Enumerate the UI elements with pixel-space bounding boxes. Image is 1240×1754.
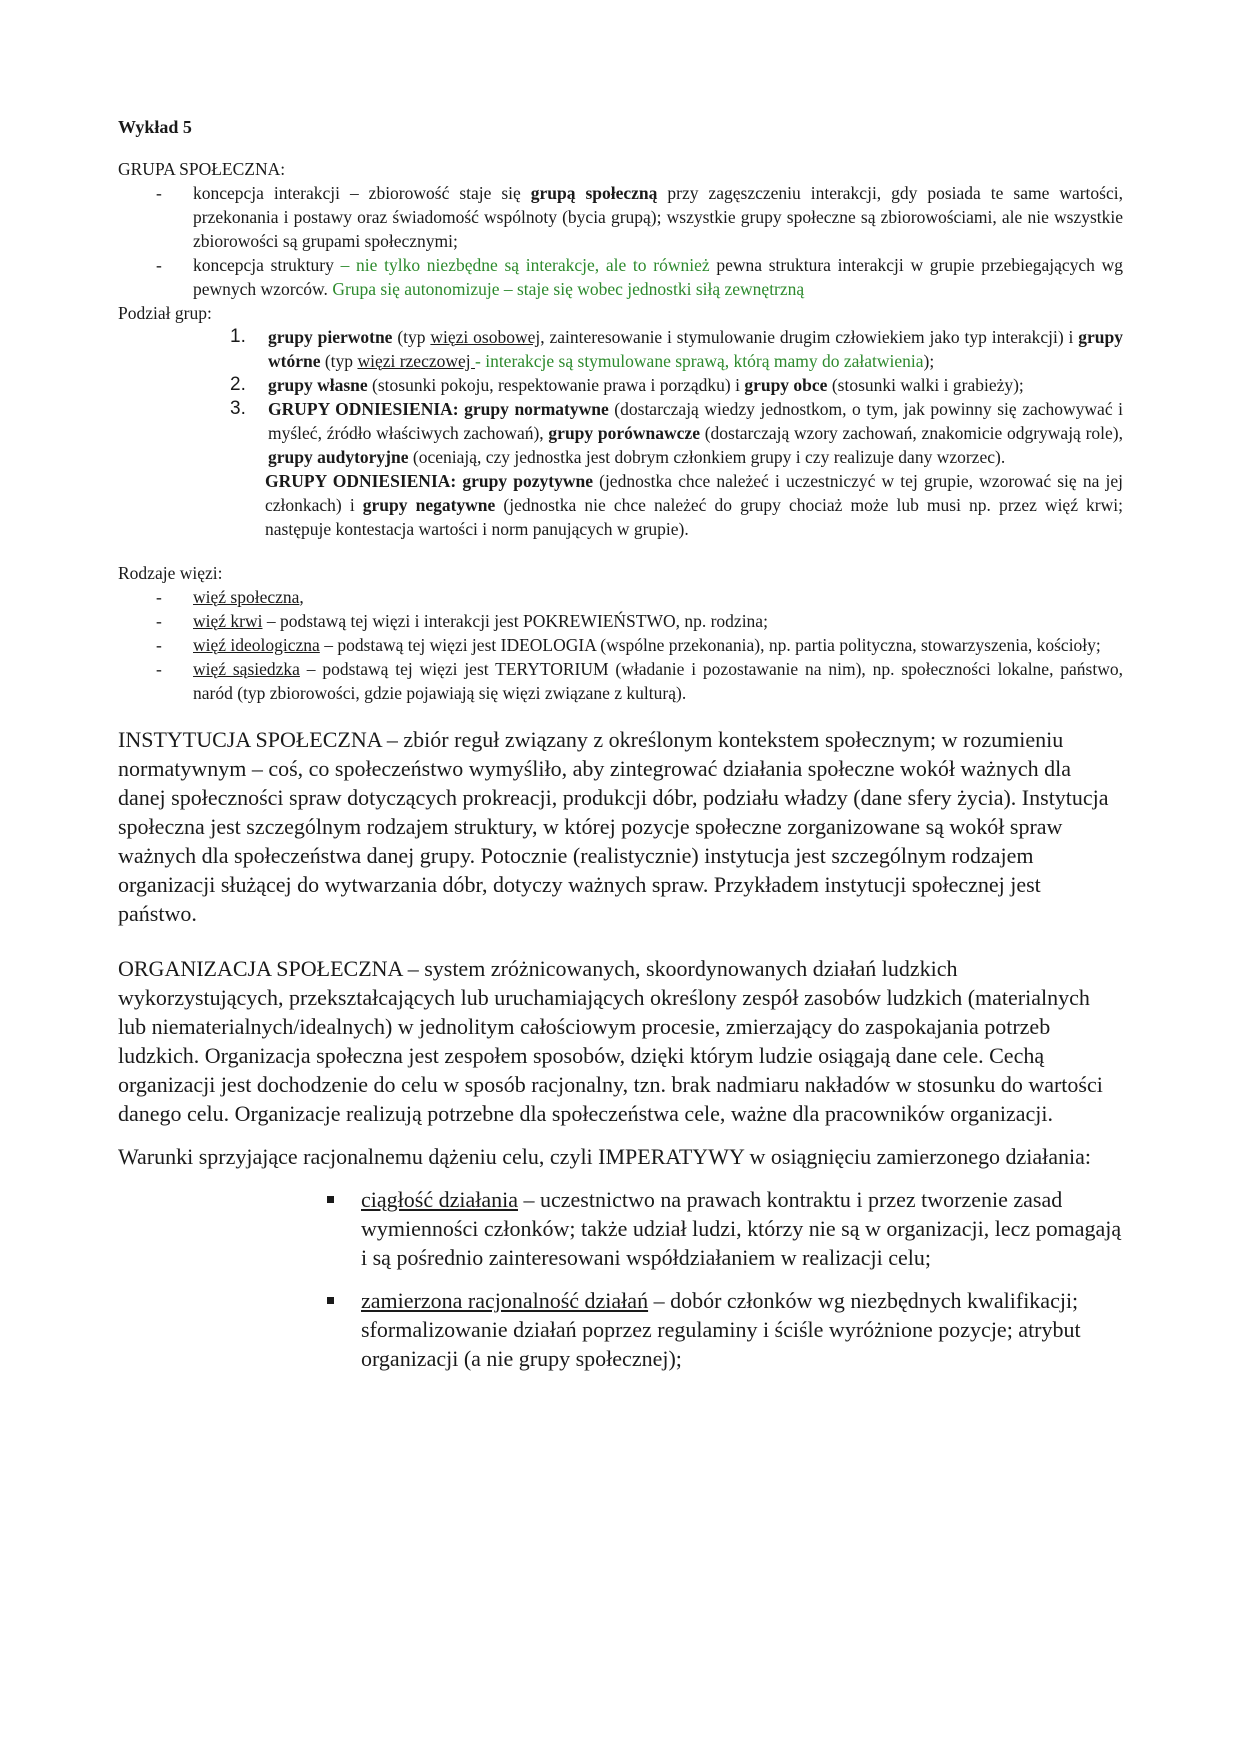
grupa-list xyxy=(118,181,1123,301)
item-number: 3. xyxy=(230,398,246,419)
item-text: , xyxy=(299,587,304,607)
bold-term: grupy porównawcze xyxy=(548,423,700,443)
list-item xyxy=(118,397,1123,469)
list-item xyxy=(118,585,1123,609)
dash-marker: - xyxy=(156,255,162,275)
item-text: ); xyxy=(923,351,935,371)
highlighted-text: Grupa się autonomizuje – staje się wobec jednostki siłą zewnętrzną xyxy=(332,279,805,299)
wiezi-heading: Rodzaje więzi: xyxy=(118,563,223,583)
item-text: (typ xyxy=(392,327,431,347)
item-text: koncepcja struktury xyxy=(193,255,341,275)
item-text: (jednostka nie chce należeć do grupy chociaż może lub musi np. przez więź krwi; następuje kontestacja wartości i norm panujących w grupie). xyxy=(265,495,1123,539)
underlined-term: więź ideologiczna xyxy=(193,635,320,655)
section-grupa xyxy=(118,157,1123,705)
item-text: – uczestnictwo na prawach kontraktu i przez tworzenie zasad wymienności członków; także udział ludzi, którzy nie są w organizacji, lecz pomagają i są pośrednio zainteresowani współdziałaniem w realizacji celu; xyxy=(361,1187,1122,1270)
bold-term: GRUPY ODNIESIENIA: grupy normatywne xyxy=(268,399,609,419)
underlined-term: więzi rzeczowej xyxy=(357,351,475,371)
item-text: przy zagęszczeniu interakcji, gdy posiada te same wartości, przekonania i postawy oraz świadomość wspólnoty (bycia grupą); wszystkie grupy społeczne są zbiorowościami, ale nie wszystkie zbiorowości są grupami społecznymi; xyxy=(193,183,1123,251)
podzial-list xyxy=(118,325,1123,469)
item-text: – dobór członków wg niezbędnych kwalifikacji; sformalizowanie działań poprzez regulaminy i ściśle wyróżnione pozycje; atrybut organizacji (a nie grupy społecznej); xyxy=(361,1288,1081,1371)
item-text: (dostarczają wzory zachowań, znakomicie odgrywają role), xyxy=(699,423,1123,443)
highlighted-text: – nie tylko niezbędne są interakcje, ale to również xyxy=(340,255,710,275)
square-bullet-icon xyxy=(327,1297,334,1304)
underlined-term: więź społeczna xyxy=(193,587,300,607)
dash-marker: - xyxy=(156,611,162,631)
grupa-heading: GRUPA SPOŁECZNA: xyxy=(118,159,286,179)
underlined-term: więzi osobowej xyxy=(430,327,541,347)
organizacja-paragraph: ORGANIZACJA SPOŁECZNA – system zróżnicowanych, skoordynowanych działań ludzkich wykorzystujących, przekształcających lub uruchamiających określony zespół zasobów ludzkich (materialnych lub niematerialnych/idealnych) w jednolitym całościowym procesie, zmierzający do zaspokajania potrzeb ludzkich. Organizacja społeczna jest zespołem sposobów, dzięki którym ludzie osiągają dane cele. Cechą organizacji jest dochodzenie do celu w sposób racjonalny, tzn. brak nadmiaru nakładów w stosunku do wartości danego celu. Organizacje realizują potrzebne dla społeczeństwa cele, ważne dla pracowników organizacji. xyxy=(118,956,1103,1126)
spacer xyxy=(118,541,1123,561)
document-content xyxy=(118,115,1123,1373)
item-text: – podstawą tej więzi i interakcji jest POKREWIEŃSTWO, np. rodzina; xyxy=(262,611,768,631)
bold-term: grupy audytoryjne xyxy=(268,447,409,467)
item-number: 1. xyxy=(230,326,246,347)
bold-term: grupy obce xyxy=(744,375,828,395)
dash-marker: - xyxy=(156,587,162,607)
section-large xyxy=(118,725,1123,1373)
item-text: (stosunki walki i grabieży); xyxy=(827,375,1024,395)
item-text: , zainteresowanie i stymulowanie drugim człowiekiem jako typ interakcji) i xyxy=(540,327,1079,347)
underlined-term: więź sąsiedzka xyxy=(193,659,300,679)
bold-term: grupy wtórne xyxy=(268,327,1123,371)
highlighted-text: - interakcje są stymulowane sprawą, którą mamy do załatwienia xyxy=(475,351,924,371)
list-item xyxy=(118,633,1123,657)
item-text: koncepcja interakcji – zbiorowość staje się xyxy=(193,183,531,203)
item-text: (oceniają, czy jednostka jest dobrym członkiem grupy i czy realizuje dany wzorzec). xyxy=(408,447,1006,467)
instytucja-paragraph: INSTYTUCJA SPOŁECZNA – zbiór reguł związany z określonym kontekstem społecznym; w rozumieniu normatywnym – coś, co społeczeństwo wymyśliło, aby zintegrować działania społeczne wokół ważnych dla danej społeczności spraw dotyczących prokreacji, produkcji dóbr, podziału władzy (dane sfery życia). Instytucja społeczna jest szczególnym rodzajem struktury, w której pozycje społeczne zorganizowane są wokół spraw ważnych dla społeczeństwa danej grupy. Potocznie (realistycznie) instytucja jest szczególnym rodzajem organizacji służącej do wytwarzania dóbr, dotyczy ważnych spraw. Przykładem instytucji społecznej jest państwo. xyxy=(118,727,1109,926)
item-text: (jednostka chce należeć i uczestniczyć w tej grupie, wzorować się na jej członkach) i xyxy=(265,471,1123,515)
podzial-heading: Podział grup: xyxy=(118,303,212,323)
odniesienia-paragraph xyxy=(118,469,1123,541)
item-text: – podstawą tej więzi jest IDEOLOGIA (wspólne przekonania), np. partia polityczna, stowarzyszenia, kościoły; xyxy=(319,635,1101,655)
imperatywy-list xyxy=(118,1185,1123,1373)
spacer xyxy=(118,705,1123,725)
square-bullet-icon xyxy=(327,1196,334,1203)
bold-term: grupy negatywne xyxy=(362,495,496,515)
bold-term: GRUPY ODNIESIENIA: grupy pozytywne xyxy=(265,471,593,491)
dash-marker: - xyxy=(156,635,162,655)
dash-marker: - xyxy=(156,183,162,203)
item-number: 2. xyxy=(230,374,246,395)
underlined-term: ciągłość działania xyxy=(361,1187,518,1212)
list-item xyxy=(118,253,1123,301)
item-text: – podstawą tej więzi jest TERYTORIUM (władanie i pozostawanie na nim), np. społeczności lokalne, państwo, naród (typ zbiorowości, gdzie pojawiają się więzi związane z kulturą). xyxy=(193,659,1123,703)
spacer xyxy=(118,1171,1123,1185)
item-text: (stosunki pokoju, respektowanie prawa i porządku) i xyxy=(367,375,745,395)
bold-term: grupy pierwotne xyxy=(268,327,393,347)
underlined-term: zamierzona racjonalność działań xyxy=(361,1288,649,1313)
list-item xyxy=(118,1286,1123,1373)
wiezi-list xyxy=(118,585,1123,705)
list-item xyxy=(118,325,1123,373)
item-text: (typ xyxy=(320,351,358,371)
bold-term: grupy własne xyxy=(268,375,368,395)
page-title: Wykład 5 xyxy=(118,117,192,137)
item-text: pewna struktura interakcji w grupie przebiegających wg pewnych wzorców. xyxy=(193,255,1123,299)
underlined-term: więź krwi xyxy=(193,611,263,631)
list-item xyxy=(118,373,1123,397)
list-item xyxy=(118,1185,1123,1272)
bold-term: grupą społeczną xyxy=(530,183,658,203)
spacer xyxy=(118,1128,1123,1142)
dash-marker: - xyxy=(156,659,162,679)
item-text: (dostarczają wiedzy jednostkom, o tym, jak powinny się zachowywać i myśleć, źródło właściwych zachowań), xyxy=(268,399,1123,443)
list-item xyxy=(118,181,1123,253)
spacer xyxy=(118,928,1123,954)
list-item xyxy=(118,609,1123,633)
list-item xyxy=(118,657,1123,705)
warunki-paragraph: Warunki sprzyjające racjonalnemu dążeniu celu, czyli IMPERATYWY w osiągnięciu zamierzonego działania: xyxy=(118,1144,1091,1169)
